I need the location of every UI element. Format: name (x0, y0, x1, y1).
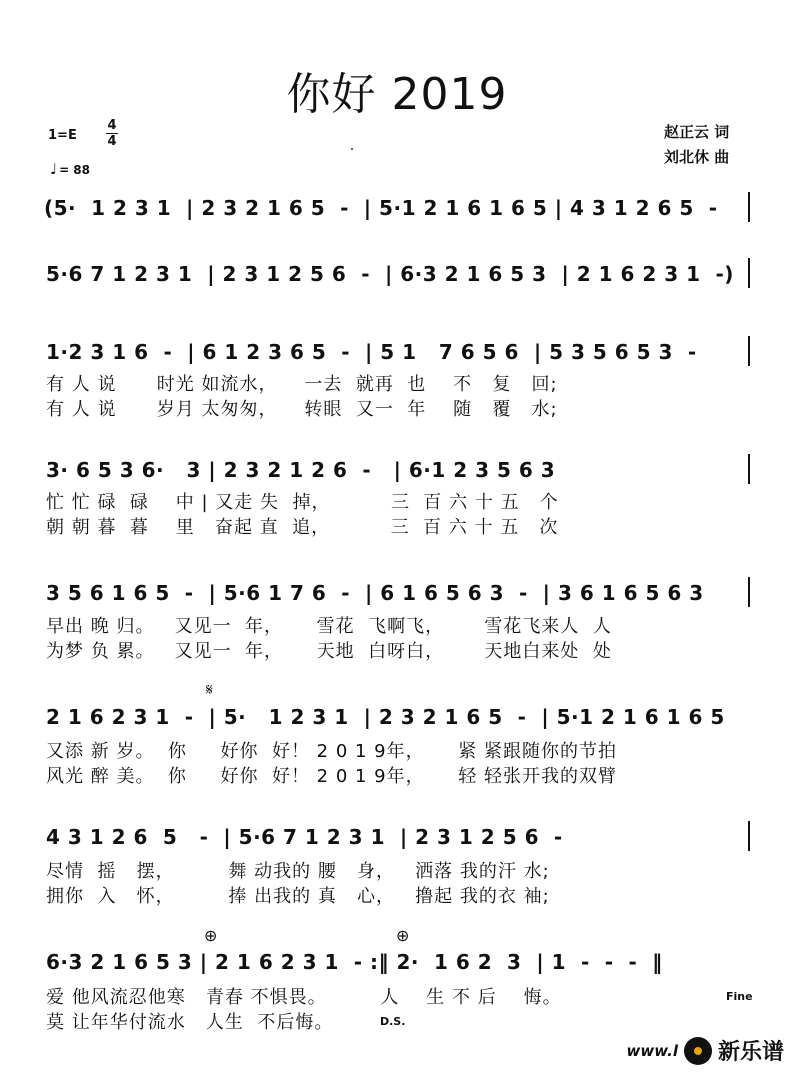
notation-row-2: 5·6 7 1 2 3 1 | 2 3 1 2 5 6 - | 6·3 2 1 6 5 3 | 2 1 6 2 3 1 -) (46, 262, 734, 286)
notation-row-1: (5· 1 2 3 1 | 2 3 2 1 6 5 - | 5·1 2 1 6 1 6 5 | 4 3 1 2 6 5 - (44, 196, 718, 220)
barline (748, 258, 750, 288)
barline (748, 192, 750, 222)
time-signature-bottom: 4 (107, 134, 117, 149)
lyric-row-4-verse-1: 忙 忙 碌 碌 中 | 又走 失 掉， 三 百 六 十 五 个 (46, 492, 559, 513)
notation-row-7: 4 3 1 2 6 5 - | 5·6 7 1 2 3 1 | 2 3 1 2 5 6 - (46, 825, 563, 849)
lyric-row-7-verse-1: 尽情 摇 摆， 舞 动我的 腰 身， 洒落 我的汗 水; (46, 861, 550, 882)
fine-marking: Fine (726, 990, 753, 1003)
lyric-row-3-verse-1: 有 人 说 时光 如流水， 一去 就再 也 不 复 回; (46, 374, 558, 395)
notation-row-3: 1·2 3 1 6 - | 6 1 2 3 6 5 - | 5 1 7 6 5 6 | 5 3 5 6 5 3 - (46, 340, 697, 364)
barline (748, 336, 750, 366)
time-signature-top: 4 (107, 118, 117, 133)
barline (748, 577, 750, 607)
quarter-note-icon: ♩ (50, 160, 58, 178)
song-title: 你好 2019 (286, 69, 508, 120)
lyric-row-8-verse-1: 爱 他风流忍他寒 青春 不惧畏。 人 生 不 后 悔。 (46, 987, 562, 1008)
lyric-row-6-verse-1: 又添 新 岁。 你 好你 好！ 2 0 1 9年， 紧 紧跟随你的节拍 (46, 741, 617, 762)
lyric-row-6-verse-2: 风光 醉 美。 你 好你 好！ 2 0 1 9年， 轻 轻张开我的双臂 (46, 766, 617, 787)
coda-icon-1: ⊕ (204, 926, 218, 945)
lyric-row-5-verse-1: 早出 晚 归。 又见一 年， 雪花 飞啊飞， 雪花飞来人 人 (46, 616, 612, 637)
notation-row-5: 3 5 6 1 6 5 - | 5·6 1 7 6 - | 6 1 6 5 6 3 - | 3 6 1 6 5 6 3 (46, 581, 704, 605)
notation-row-8: 6·3 2 1 6 5 3 | 2 1 6 2 3 1 - :‖ 2· 1 6 2 3 | 1 - - - ‖ (46, 950, 663, 974)
tempo-value: = 88 (59, 163, 91, 177)
composer: 刘北休 曲 (664, 148, 730, 166)
notation-row-4: 3· 6 5 3 6· 3 | 2 3 2 1 2 6 - | 6·1 2 3 5 6 3 (46, 458, 556, 482)
barline (748, 821, 750, 851)
time-signature (106, 118, 118, 149)
lyric-row-8-verse-2: 莫 让年华付流水 人生 不后悔。 (46, 1012, 334, 1033)
lyric-row-3-verse-2: 有 人 说 岁月 太匆匆， 转眼 又一 年 随 覆 水; (46, 399, 558, 420)
stray-dot (351, 148, 353, 150)
notation-row-6: 2 1 6 2 3 1 - | 5· 1 2 3 1 | 2 3 2 1 6 5 - | 5·1 2 1 6 1 6 5 (46, 705, 725, 729)
lyric-row-5-verse-2: 为梦 负 累。 又见一 年， 天地 白呀白， 天地白来处 处 (46, 641, 612, 662)
lyric-row-4-verse-2: 朝 朝 暮 暮 里 奋起 直 追， 三 百 六 十 五 次 (46, 517, 559, 538)
segno-icon: 𝄋 (206, 680, 213, 699)
vinyl-record-icon (684, 1037, 712, 1065)
ds-marking: D.S. (380, 1015, 406, 1028)
watermark-url: www.l (626, 1041, 678, 1060)
tempo-marking (50, 160, 90, 178)
key-signature: 1=E (48, 128, 77, 143)
lyricist: 赵正云 词 (664, 123, 730, 141)
watermark-brand: 新乐谱 (717, 1040, 784, 1065)
barline (748, 454, 750, 484)
credits (664, 120, 729, 170)
lyric-row-7-verse-2: 拥你 入 怀， 捧 出我的 真 心， 撸起 我的衣 袖; (46, 886, 550, 907)
coda-icon-2: ⊕ (396, 926, 410, 945)
watermark (627, 1035, 784, 1066)
